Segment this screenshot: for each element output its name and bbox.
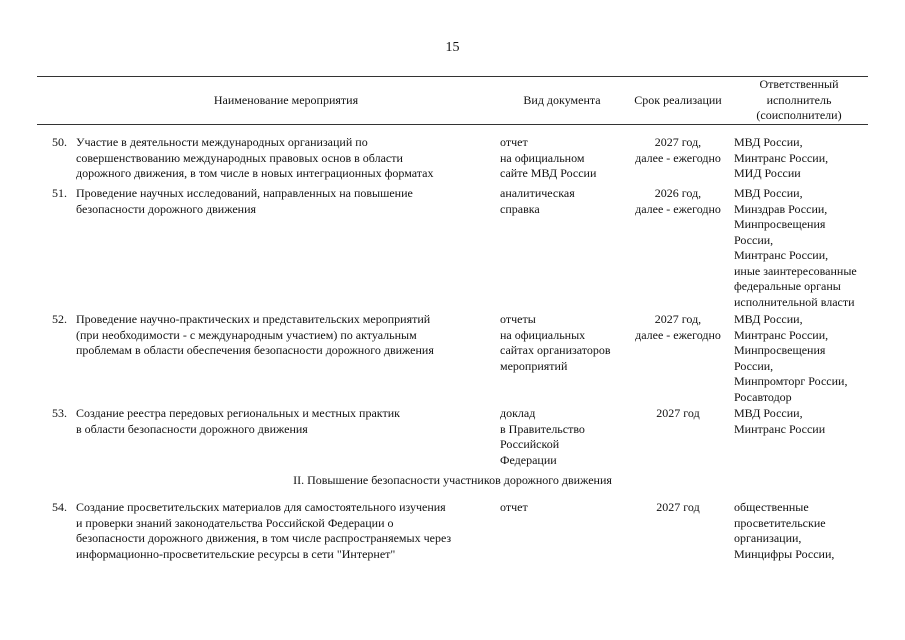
text-line: 2027 год	[656, 500, 700, 514]
text-line: мероприятий	[500, 358, 568, 373]
text-line: сайтах организаторов	[500, 343, 611, 357]
row-term	[626, 406, 730, 422]
text-line: Минпромторг России,	[734, 374, 848, 388]
text-line: далее - ежегодно	[635, 327, 721, 342]
text-line: Минтранс России,	[734, 150, 829, 165]
text-line: Российской	[500, 437, 560, 451]
row-responsible	[734, 186, 874, 310]
row-responsible	[734, 312, 874, 405]
text-line: доклад	[500, 406, 536, 420]
row-doc-type	[500, 135, 625, 182]
text-line: в области безопасности дорожного движения	[76, 421, 308, 436]
text-line: просветительские	[734, 515, 826, 530]
text-line: исполнительной власти	[734, 294, 855, 309]
text-line: Проведение научно-практических и представительских мероприятий	[76, 312, 431, 326]
text-line: на официальном	[500, 150, 585, 165]
section-title: II. Повышение безопасности участников дорожного движения	[293, 473, 612, 487]
text-line: аналитическая	[500, 186, 575, 200]
row-name	[76, 312, 494, 359]
text-line: Проведение научных исследований, направленных на повышение	[76, 186, 413, 200]
text-line: сайте МВД России	[500, 166, 597, 180]
text-line: далее - ежегодно	[635, 150, 721, 165]
header-responsible-line: (соисполнители)	[756, 108, 842, 122]
text-line: 2027 год,	[654, 135, 702, 149]
text-line: отчет	[500, 500, 528, 514]
text-line: на официальных	[500, 327, 586, 342]
text-line: 2026 год,	[654, 186, 702, 200]
text-line: МИД России	[734, 166, 801, 180]
page-number: 15	[445, 40, 460, 55]
text-line: Минцифры России,	[734, 546, 835, 561]
text-line: 2027 год,	[654, 312, 702, 326]
text-line: Минпросвещения	[734, 343, 826, 357]
text-line: Создание реестра передовых региональных и местных практик	[76, 406, 400, 420]
text-line: общественные	[734, 500, 809, 514]
row-number: 51.	[52, 186, 67, 200]
text-line: отчет	[500, 135, 528, 149]
text-line: организации,	[734, 531, 802, 545]
header-name-text: Наименование мероприятия	[213, 93, 359, 107]
row-number: 52.	[52, 312, 67, 326]
text-line: МВД России,	[734, 135, 803, 149]
text-line: Федерации	[500, 452, 557, 467]
text-line: проблемам в области обеспечения безопасности дорожного движения	[76, 343, 434, 357]
header-term	[626, 93, 730, 109]
row-term	[626, 186, 730, 217]
text-line: далее - ежегодно	[635, 201, 721, 216]
row-name	[76, 135, 494, 182]
header-responsible-line: исполнитель	[766, 92, 832, 107]
row-name	[76, 406, 494, 437]
text-line: Минпросвещения	[734, 217, 826, 231]
text-line: Минтранс России	[734, 421, 826, 436]
text-line: информационно-просветительские ресурсы в сети "Интернет"	[76, 546, 396, 561]
row-number: 50.	[52, 135, 67, 149]
text-line: в Правительство	[500, 421, 585, 436]
row-doc-type	[500, 500, 625, 516]
text-line: безопасности дорожного движения, в том числе распространяемых через	[76, 531, 452, 545]
text-line: 2027 год	[656, 406, 700, 420]
text-line: Минздрав России,	[734, 201, 828, 216]
row-responsible	[734, 500, 874, 562]
text-line: иные заинтересованные	[734, 263, 857, 278]
text-line: Росавтодор	[734, 389, 792, 404]
text-line: Создание просветительских материалов для самостоятельного изучения	[76, 500, 446, 514]
text-line: (при необходимости - с международным участием) по актуальным	[76, 327, 417, 342]
row-term	[626, 312, 730, 343]
row-number: 53.	[52, 406, 67, 420]
header-term-text: Срок реализации	[634, 93, 722, 107]
text-line: Участие в деятельности международных организаций по	[76, 135, 368, 149]
row-name	[76, 186, 494, 217]
text-line: МВД России,	[734, 186, 803, 200]
text-line: безопасности дорожного движения	[76, 201, 257, 216]
header-responsible	[730, 77, 868, 124]
row-name	[76, 500, 494, 562]
text-line: отчеты	[500, 312, 536, 326]
text-line: федеральные органы	[734, 279, 841, 293]
text-line: МВД России,	[734, 406, 803, 420]
text-line: Минтранс России,	[734, 248, 829, 262]
text-line: Минтранс России,	[734, 327, 829, 342]
row-number: 54.	[52, 500, 67, 514]
text-line: и проверки знаний законодательства Российской Федерации о	[76, 515, 394, 530]
text-line: России,	[734, 358, 774, 373]
text-line: совершенствованию международных правовых основ в области	[76, 150, 403, 165]
row-term	[626, 500, 730, 516]
header-doc-type	[500, 93, 624, 109]
header-name	[76, 93, 496, 109]
header-doc-type-text: Вид документа	[523, 93, 601, 107]
text-line: справка	[500, 201, 540, 216]
row-term	[626, 135, 730, 166]
row-doc-type	[500, 406, 625, 468]
header-bottom-rule	[37, 124, 868, 125]
row-responsible	[734, 135, 874, 182]
row-doc-type	[500, 186, 625, 217]
text-line: России,	[734, 232, 774, 247]
text-line: МВД России,	[734, 312, 803, 326]
text-line: дорожного движения, в том числе в новых интеграционных форматах	[76, 166, 434, 180]
header-responsible-line: Ответственный	[759, 77, 839, 91]
row-responsible	[734, 406, 874, 437]
row-doc-type	[500, 312, 625, 374]
